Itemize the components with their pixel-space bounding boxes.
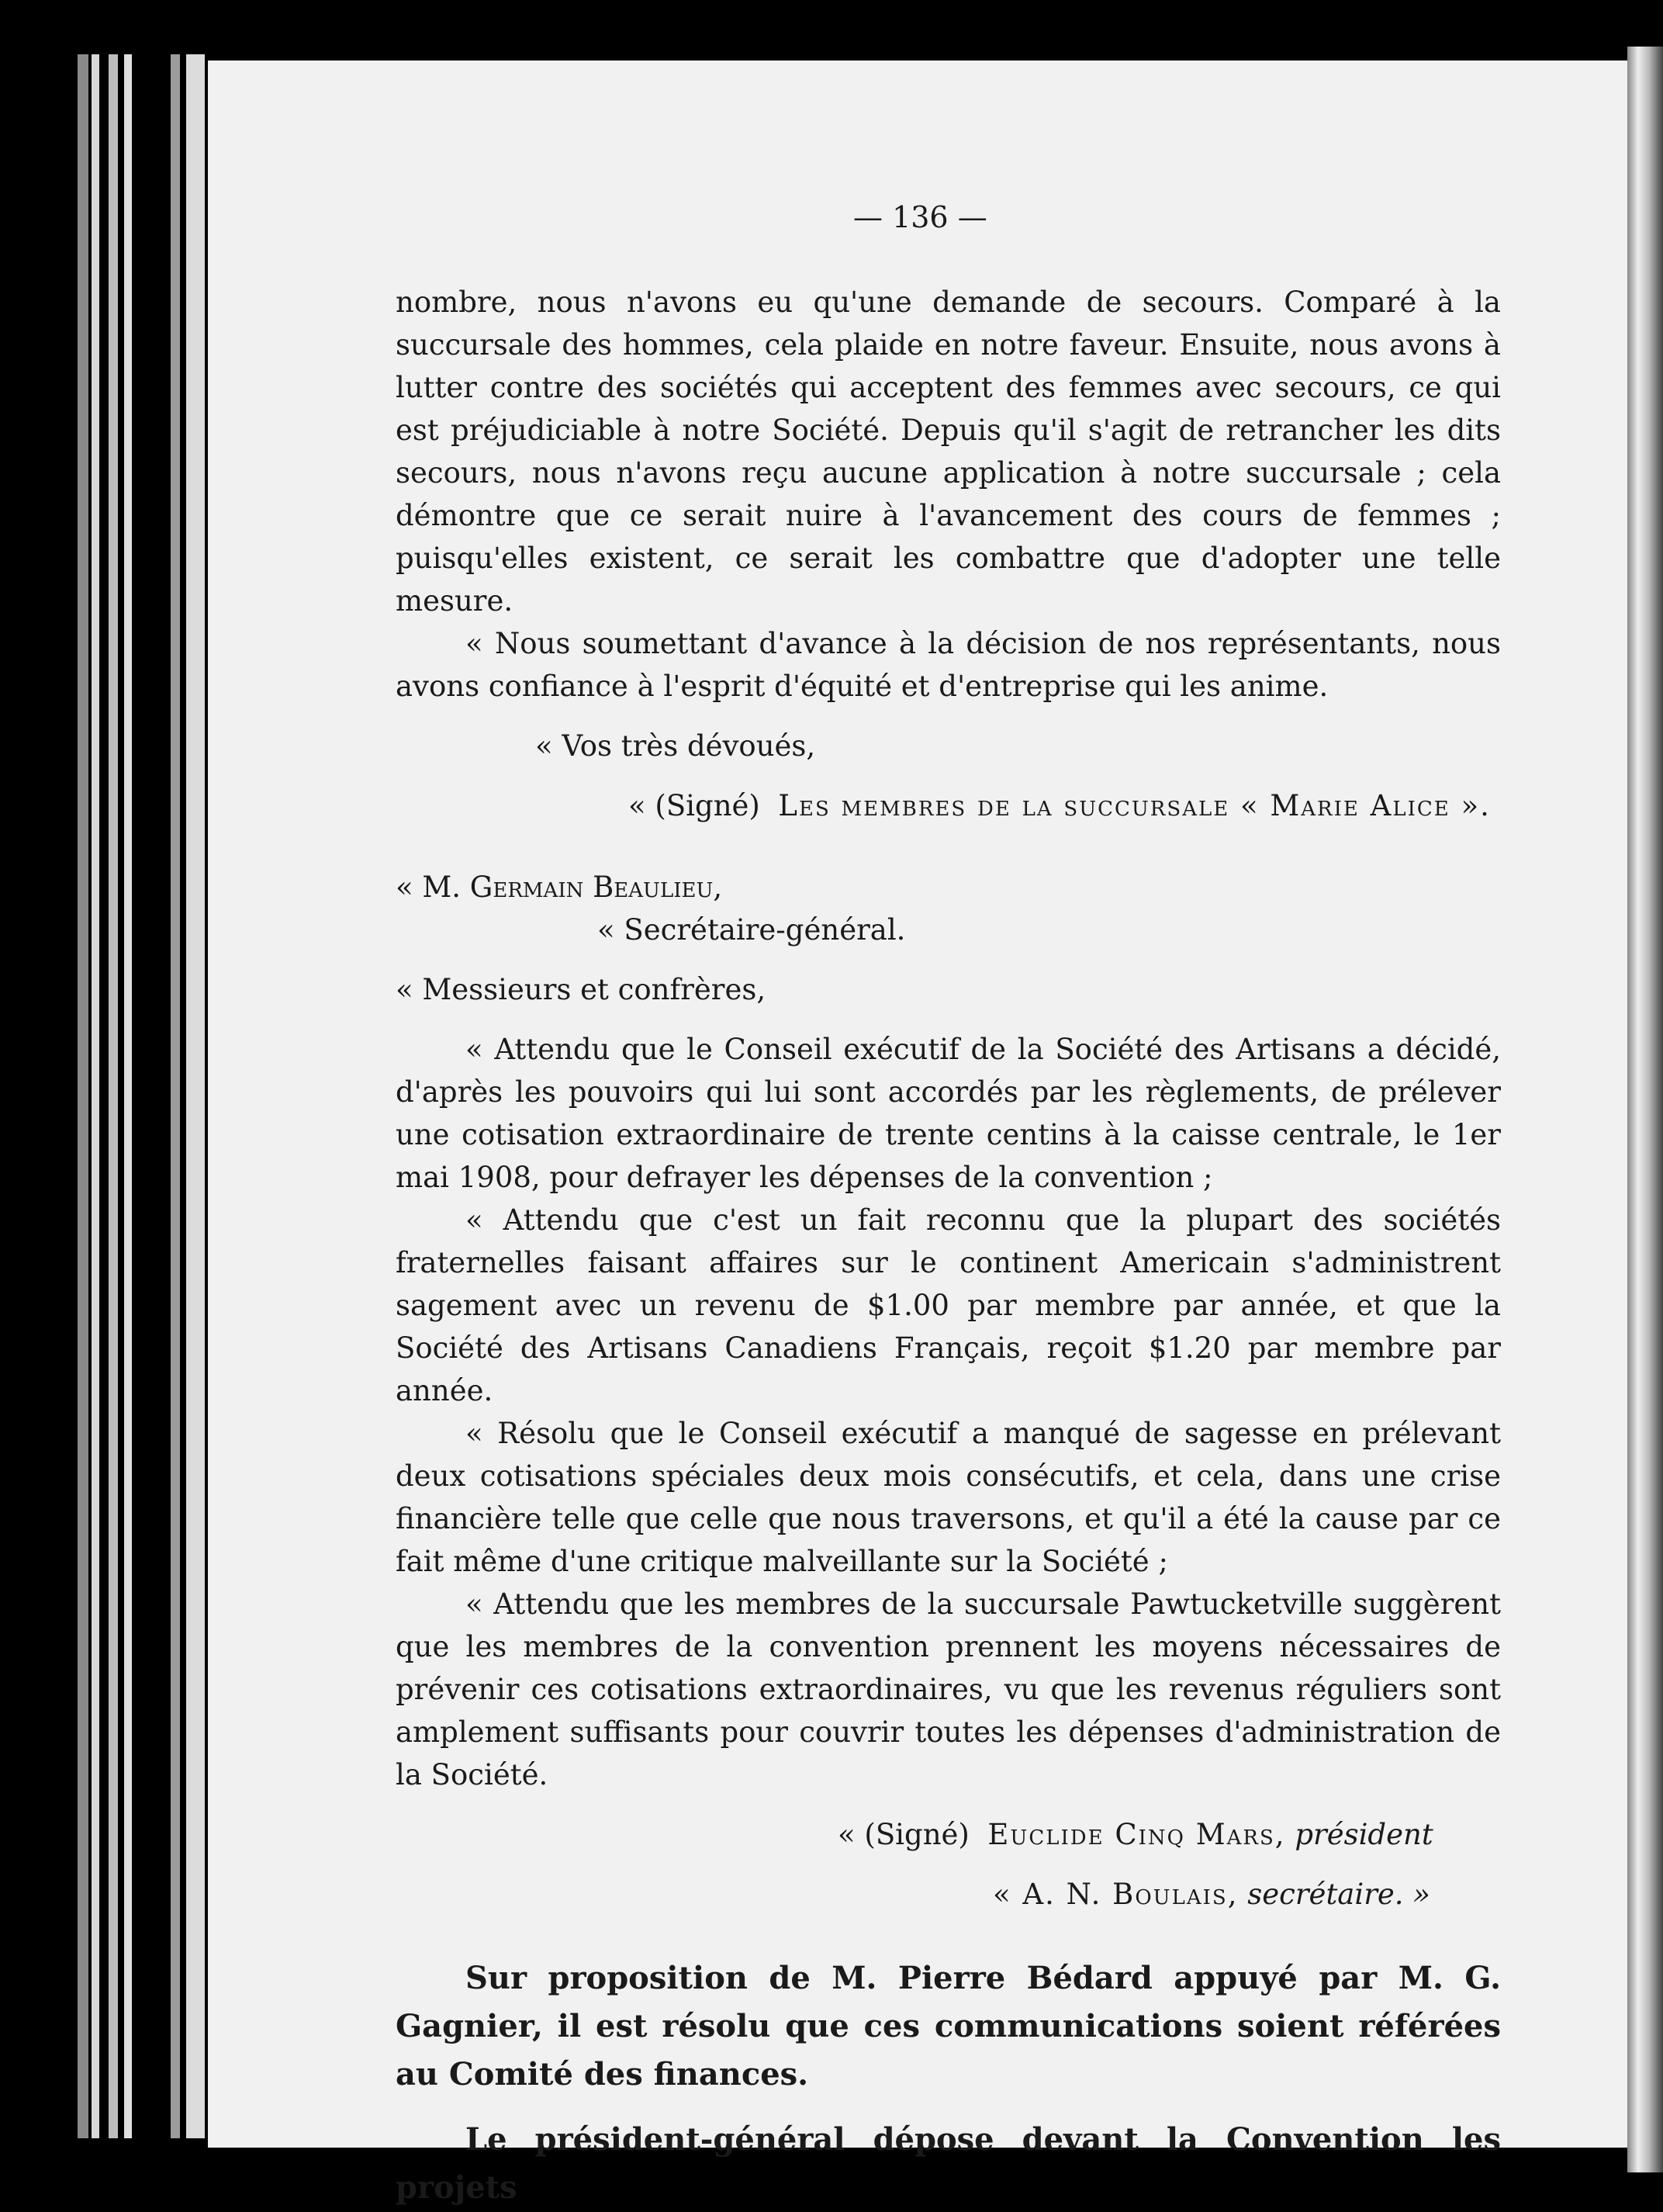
paragraph: Sur proposition de M. Pierre Bédard appuyé par M. G. Gagnier, il est résolu que ces communications soient référées au Comité des finances. <box>396 1960 1501 2093</box>
signatory-role: secrétaire. » <box>1247 1878 1430 1911</box>
page-body <box>396 281 1501 2212</box>
addressee: « M. Germain Beaulieu, <box>396 871 723 904</box>
signature <box>838 1813 1501 1856</box>
closing: « Vos très dévoués, <box>535 729 816 763</box>
book-edge <box>171 54 180 2138</box>
salutation: « Messieurs et confrères, <box>396 973 766 1006</box>
paragraph: « Attendu que les membres de la succursale Pawtucketville suggèrent que les membres de la convention prennent les moyens nécessaires de prévenir ces cotisations extraordinaires, vu que les revenus réguliers sont amplement suffisants pour couvrir toutes les dépenses d'administration de la Société. <box>396 1587 1501 1791</box>
page-number: — 136 — <box>853 200 987 234</box>
signed-prefix: « (Signé) <box>628 789 760 822</box>
signatory: Euclide Cinq Mars, <box>987 1818 1286 1851</box>
paragraph: « Nous soumettant d'avance à la décision de nos représentants, nous avons confiance à l'esprit d'équité et d'entreprise qui les anime. <box>396 627 1501 703</box>
book-edge <box>124 54 132 2138</box>
signature <box>993 1873 1501 1916</box>
signatory-role: président <box>1295 1818 1433 1851</box>
book-edge-right <box>1627 47 1663 2172</box>
addressee-title: « Secrétaire-général. <box>597 913 906 947</box>
signatory: « A. N. Boulais, <box>993 1878 1239 1911</box>
paragraph: « Attendu que c'est un fait reconnu que la plupart des sociétés fraternelles faisant affaires sur le continent Americain s'administrent sagement avec un revenu de $1.00 par membre par année, et que la Société des Artisans Canadiens Français, reçoit $1.20 par membre par année. <box>396 1203 1501 1407</box>
paragraph: « Résolu que le Conseil exécutif a manqué de sagesse en prélevant deux cotisations spéciales deux mois consécutifs, et cela, dans une crise financière telle que celle que nous traversons, et qu'il a été la cause par ce fait même d'une critique malveillante sur la Société ; <box>396 1417 1501 1578</box>
signature <box>628 784 1501 827</box>
book-edge <box>78 54 88 2138</box>
book-edge <box>109 54 118 2138</box>
paragraph: « Attendu que le Conseil exécutif de la Société des Artisans a décidé, d'après les pouvoirs qui lui sont accordés par les règlements, de prélever une cotisation extraordinaire de trente centins à la caisse centrale, le 1er mai 1908, pour defrayer les dépenses de la convention ; <box>396 1033 1501 1194</box>
paragraph: nombre, nous n'avons eu qu'une demande de secours. Comparé à la succursale des hommes, cela plaide en notre faveur. Ensuite, nous avons à lutter contre des sociétés qui acceptent des femmes avec secours, ce qui est préjudiciable à notre Société. Depuis qu'il s'agit de retrancher les dits secours, nous n'avons reçu aucune application à notre succursale ; cela démontre que ce serait nuire à l'avancement des cours de femmes ; puisqu'elles existent, ce serait les combattre que d'adopter une telle mesure. <box>396 286 1501 618</box>
signed-prefix: « (Signé) <box>838 1818 970 1851</box>
book-edge <box>92 54 99 2138</box>
paragraph: Le président-général dépose devant la Convention les projets <box>396 2121 1501 2206</box>
book-edge <box>186 54 205 2138</box>
signatory: Les membres de la succursale « Marie Alice ». <box>778 789 1491 822</box>
